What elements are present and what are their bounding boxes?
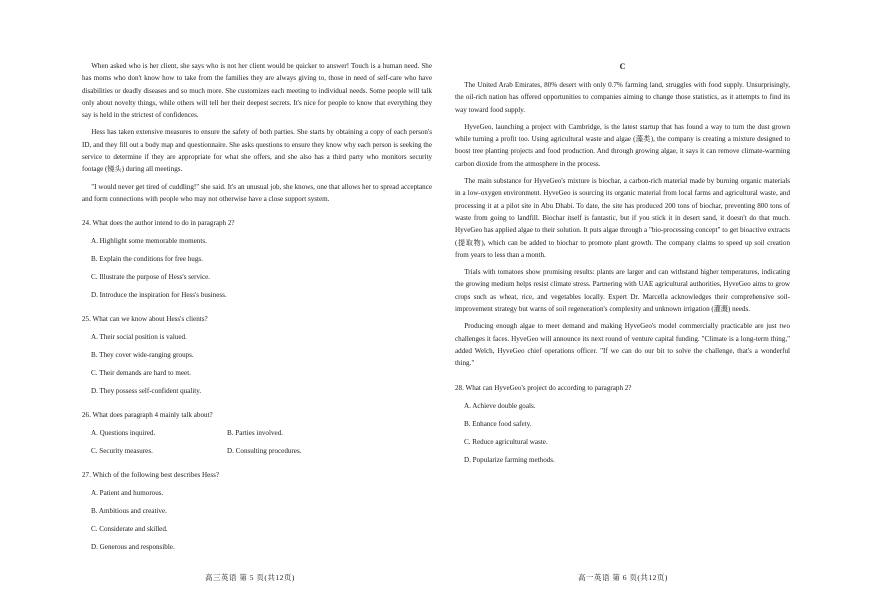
option-c: C. Security measures. xyxy=(91,447,153,456)
option-d: D. Popularize farming methods. xyxy=(464,455,555,464)
left-page xyxy=(82,60,432,553)
question-26 xyxy=(82,409,432,457)
option-d: D. They possess self-confident quality. xyxy=(91,387,202,396)
question-24 xyxy=(82,217,432,301)
option-a: A. Questions inquired. xyxy=(91,429,156,438)
page-footer-right: 高一英语 第 6 页(共12页) xyxy=(578,573,668,582)
question-27 xyxy=(82,469,432,553)
option-c: C. Illustrate the purpose of Hess's service. xyxy=(91,273,211,282)
passage-paragraph: Producing enough algae to meet demand and making HyveGeo's model commercially practicable are just two challenges it faces. HyveGeo will announce its next round of venture capital funding. "Climate is a long-term thing," added Welch, HyveGeo chief operations officer. "If we can do our bit to solve the challenge, that's a wonderful thing." xyxy=(455,322,790,368)
question-stem: 28. What can HyveGeo's project do according to paragraph 2? xyxy=(455,383,632,392)
question-28 xyxy=(455,382,790,466)
question-stem: 27. Which of the following best describes Hess? xyxy=(82,471,219,480)
option-c: C. Considerate and skilled. xyxy=(91,525,168,534)
option-b: B. They cover wide-ranging groups. xyxy=(91,351,194,360)
option-a: A. Achieve double goals. xyxy=(464,401,536,410)
options-grid xyxy=(82,421,432,457)
question-25 xyxy=(82,313,432,397)
option-d: D. Introduce the inspiration for Hess's business. xyxy=(91,291,227,300)
option-b: B. Parties involved. xyxy=(227,429,283,438)
option-a: A. Their social position is valued. xyxy=(91,333,187,342)
right-page xyxy=(455,60,790,466)
option-c: C. Their demands are hard to meet. xyxy=(91,369,191,378)
option-c: C. Reduce agricultural waste. xyxy=(464,437,548,446)
question-stem: 24. What does the author intend to do in paragraph 2? xyxy=(82,219,235,228)
option-d: D. Generous and responsible. xyxy=(91,543,175,552)
passage-paragraph: "I would never get tired of cuddling!" she said. It's an unusual job, she knows, one that allows her to spread acceptance and form connections with people who may not otherwise have a close support system. xyxy=(82,182,432,203)
option-a: A. Patient and humorous. xyxy=(91,489,164,498)
passage-paragraph: The United Arab Emirates, 80% desert with only 0.7% farming land, struggles with food supply. Unsurprisingly, the oil-rich nation has offered opportunities to companies aiming to change those statistics, as it attempts to find its way toward food supply. xyxy=(455,81,790,114)
question-stem: 25. What can we know about Hess's clients? xyxy=(82,315,208,324)
passage-paragraph: Trials with tomatoes show promising results: plants are larger and can withstand higher temperatures, indicating the growing medium helps resist climate stress. Partnering with UAE agricultural authorities, HyveGeo aims to grow crops such as wheat, rice, and vegetables locally. Expert Dr. Marcella acknowledges their comprehensive soil-improvement strategy but warns of soil regeneration's complexity and unknown irrigation (灌溉) needs. xyxy=(455,268,790,314)
option-b: B. Ambitious and creative. xyxy=(91,507,167,516)
passage-paragraph: The main substance for HyveGeo's mixture is biochar, a carbon-rich material made by burning organic materials in a low-oxygen environment. HyveGeo is sourcing its organic material from local farms and agricultural waste, and processing it at a pilot site in Abu Dhabi. To date, the site has produced 200 tons of biochar, preventing 800 tons of waste from going to landfill. Biochar itself is fantastic, but if you stick it in desert sand, it doesn't do that much. HyveGeo has applied algae to their solution. It puts algae through a "bio-processing concept" to get bioactive extracts (提取物), which can be added to biochar to promote plant growth. The company claims to speed up soil creation from years to less than a month. xyxy=(455,177,790,259)
option-b: B. Explain the conditions for free hugs. xyxy=(91,255,203,264)
passage-paragraph: When asked who is her client, she says who is not her client would be quicker to answer! Touch is a human need. She has moms who don't know how to take from the families they are always giving to, those in need of self-care who have disabilities or deadly diseases and so much more. She customizes each meeting to individual needs. Some people will talk only about novelty things, while others will tell her their deepest secrets. It's nice for people to know that everything they say is held in the strictest of confidences. xyxy=(82,62,432,120)
option-d: D. Consulting procedures. xyxy=(227,447,302,456)
page-footer-left: 高三英语 第 5 页(共12页) xyxy=(205,573,295,582)
option-a: A. Highlight some memorable moments. xyxy=(91,237,207,246)
passage-paragraph: Hess has taken extensive measures to ensure the safety of both parties. She starts by obtaining a copy of each person's ID, and they fill out a body map and questionnaire. She asks questions to ensure they know why each person is seeking the service to determine if they are appropriate for what she offers, and she also has a third party who monitors security footage (镜头) during all meetings. xyxy=(82,128,432,174)
option-b: B. Enhance food safety. xyxy=(464,419,532,428)
passage-paragraph: HyveGeo, launching a project with Cambridge, is the latest startup that has found a way to turn the dust grown while turning a profit too. Using agricultural waste and algae (藻类), the company is creating a mixture designed to boost tree planting projects and food production. And through growing algae, it says it can remove climate-warming carbon dioxide from the atmosphere in the process. xyxy=(455,122,790,168)
section-heading: C xyxy=(619,62,626,71)
question-stem: 26. What does paragraph 4 mainly talk about? xyxy=(82,411,213,420)
